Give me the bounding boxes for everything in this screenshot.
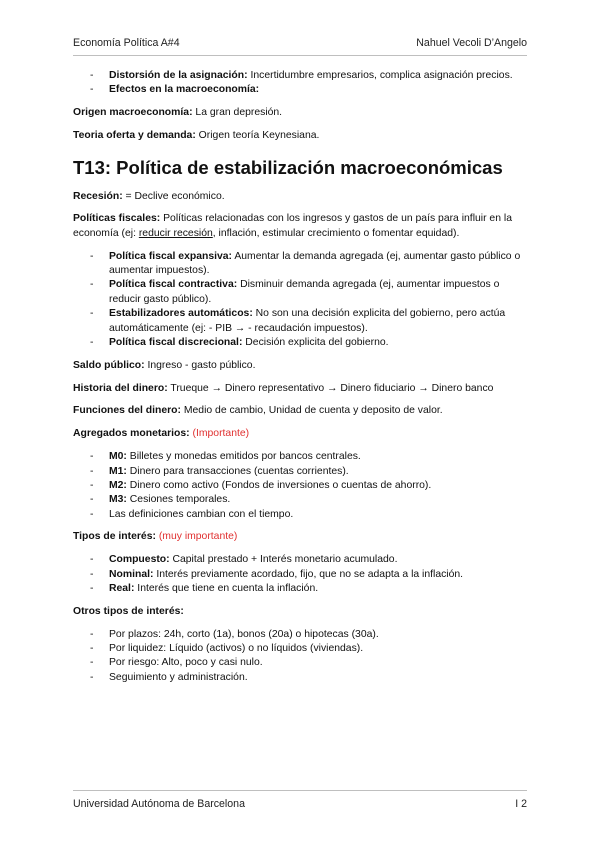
list-item-term: Política fiscal discrecional:	[109, 336, 243, 348]
bullet-dash: -	[90, 70, 94, 81]
list-item-text: No son una decisión explicita del gobierno, pero actúa automáticamente (ej: - PIB → - recaudación impuestos).	[109, 308, 506, 334]
list-item	[73, 671, 528, 685]
definition: Trueque → Dinero representativo → Dinero fiduciario → Dinero banco	[167, 382, 494, 394]
list-item-term: Nominal:	[109, 568, 154, 580]
paragraph-funciones	[73, 404, 528, 418]
paragraph-politicas-fiscales	[73, 212, 528, 241]
definition: Políticas relacionadas con los ingresos y gastos de un país para influir en la economía (ej:	[73, 213, 512, 239]
list-item-text: Interés previamente acordado, fijo, que no se adapta a la inflación.	[153, 568, 464, 580]
term: Tipos de interés:	[73, 531, 156, 543]
bullet-dash: -	[90, 628, 94, 640]
header-course-title: Economía Política A#4	[73, 37, 180, 49]
list-item-text: Seguimiento y administración.	[109, 671, 248, 683]
bullet-dash: -	[90, 336, 94, 348]
footer-university: Universidad Autónoma de Barcelona	[73, 798, 245, 810]
bullet-dash: -	[90, 671, 94, 683]
bullet-dash: -	[90, 465, 94, 477]
term: Recesión:	[73, 190, 123, 202]
list-item-text: Billetes y monedas emitidos por bancos centrales.	[126, 451, 361, 463]
list-item	[73, 336, 528, 350]
list-item-term: Distorsión de la asignación:	[109, 70, 248, 81]
bullet-dash: -	[90, 308, 94, 320]
list-item-term: Política fiscal expansiva:	[109, 250, 233, 262]
bullet-dash: -	[90, 583, 94, 595]
list-item-term: Política fiscal contractiva:	[109, 279, 238, 291]
bullet-dash: -	[90, 494, 94, 506]
page-content	[73, 69, 528, 694]
interest-types-list	[73, 553, 528, 596]
term: Teoria oferta y demanda:	[73, 130, 196, 142]
list-item-text: Dinero para transacciones (cuentas corrientes).	[126, 465, 349, 477]
list-item	[73, 508, 528, 522]
definition: Origen teoría Keynesiana.	[195, 130, 320, 142]
term: Saldo público:	[73, 359, 145, 371]
list-item-term: M1:	[109, 465, 127, 477]
paragraph-tipos	[73, 530, 528, 544]
paragraph-recesion	[73, 190, 528, 204]
list-item-text: Disminuir demanda agregada (ej, aumentar impuestos o reducir gasto público).	[109, 279, 500, 305]
list-item	[73, 278, 528, 307]
list-item	[73, 450, 528, 464]
paragraph-teoria	[73, 129, 528, 143]
list-item-term: M2:	[109, 479, 127, 491]
bullet-dash: -	[90, 508, 94, 520]
page-header	[73, 36, 527, 52]
list-item	[73, 307, 528, 336]
definition: Ingreso - gasto público.	[144, 359, 256, 371]
list-item-term: Compuesto:	[109, 554, 170, 566]
list-item-term: M0:	[109, 451, 127, 463]
list-item-text: Dinero como activo (Fondos de inversiones o cuentas de ahorro).	[126, 479, 432, 491]
paragraph-otros	[73, 605, 528, 619]
term: Origen macroeconomía:	[73, 107, 193, 119]
list-item-text: Cesiones temporales.	[126, 494, 231, 506]
definition: = Declive económico.	[122, 190, 225, 202]
bullet-dash: -	[90, 643, 94, 655]
list-item-text: Incertidumbre empresarios, complica asignación precios.	[247, 70, 513, 81]
list-item	[73, 553, 528, 567]
list-item-term: Efectos en la macroeconomía:	[109, 84, 260, 96]
list-item	[73, 250, 528, 279]
paragraph-saldo	[73, 359, 528, 373]
section-title: T13: Política de estabilización macroeconómicas	[73, 157, 503, 179]
list-item	[73, 582, 528, 596]
definition: Medio de cambio, Unidad de cuenta y deposito de valor.	[180, 405, 443, 417]
bullet-dash: -	[90, 568, 94, 580]
list-item-text: Las definiciones cambian con el tiempo.	[109, 508, 294, 520]
term: Agregados monetarios:	[73, 428, 190, 440]
term: Historia del dinero:	[73, 382, 168, 394]
list-item	[73, 479, 528, 493]
list-item-term: Real:	[109, 583, 135, 595]
other-interest-types-list	[73, 628, 528, 685]
page-number: I 2	[515, 798, 527, 810]
definition: La gran depresión.	[192, 107, 283, 119]
list-item	[73, 628, 528, 642]
list-item-term: M3:	[109, 494, 127, 506]
list-item	[73, 656, 528, 670]
bullet-dash: -	[90, 84, 94, 96]
list-item-text: Decisión explicita del gobierno.	[242, 336, 389, 348]
list-item	[73, 642, 528, 656]
list-item-text: Capital prestado + Interés monetario acumulado.	[169, 554, 398, 566]
header-author: Nahuel Vecoli D’Angelo	[416, 37, 527, 49]
top-bullet-list	[73, 69, 528, 98]
list-item-text: Por plazos: 24h, corto (1a), bonos (20a) o hipotecas (30a).	[109, 628, 379, 640]
list-item	[73, 69, 528, 83]
header-divider	[73, 55, 527, 56]
list-item-text: Aumentar la demanda agregada (ej, aumentar gasto público o aumentar impuestos).	[109, 250, 521, 277]
list-item-text: Interés que tiene en cuenta la inflación.	[134, 583, 319, 595]
list-item	[73, 465, 528, 479]
bullet-dash: -	[90, 657, 94, 669]
bullet-dash: -	[90, 451, 94, 463]
term: Políticas fiscales:	[73, 213, 161, 225]
importance-note: (muy importante)	[155, 531, 238, 543]
paragraph-historia	[73, 382, 528, 396]
term: Funciones del dinero:	[73, 405, 181, 417]
list-item-text: Por riesgo: Alto, poco y casi nulo.	[109, 657, 263, 669]
monetary-aggregates-list	[73, 450, 528, 522]
bullet-dash: -	[90, 279, 94, 291]
bullet-dash: -	[90, 250, 94, 262]
fiscal-policy-list	[73, 250, 528, 351]
paragraph-agregados	[73, 427, 528, 441]
list-item	[73, 493, 528, 507]
paragraph-origen	[73, 106, 528, 120]
list-item	[73, 83, 528, 97]
footer-divider	[73, 790, 527, 791]
term: Otros tipos de interés:	[73, 605, 184, 617]
bullet-dash: -	[90, 479, 94, 491]
list-item	[73, 568, 528, 582]
bullet-dash: -	[90, 554, 94, 566]
importance-note: (Importante)	[189, 428, 250, 440]
list-item-term: Estabilizadores automáticos:	[109, 308, 253, 320]
definition-end: , inflación, estimular crecimiento o fomentar equidad).	[212, 227, 460, 239]
underlined-text: reducir recesión	[138, 227, 213, 239]
list-item-text: Por liquidez: Líquido (activos) o no líquidos (viviendas).	[109, 643, 364, 655]
